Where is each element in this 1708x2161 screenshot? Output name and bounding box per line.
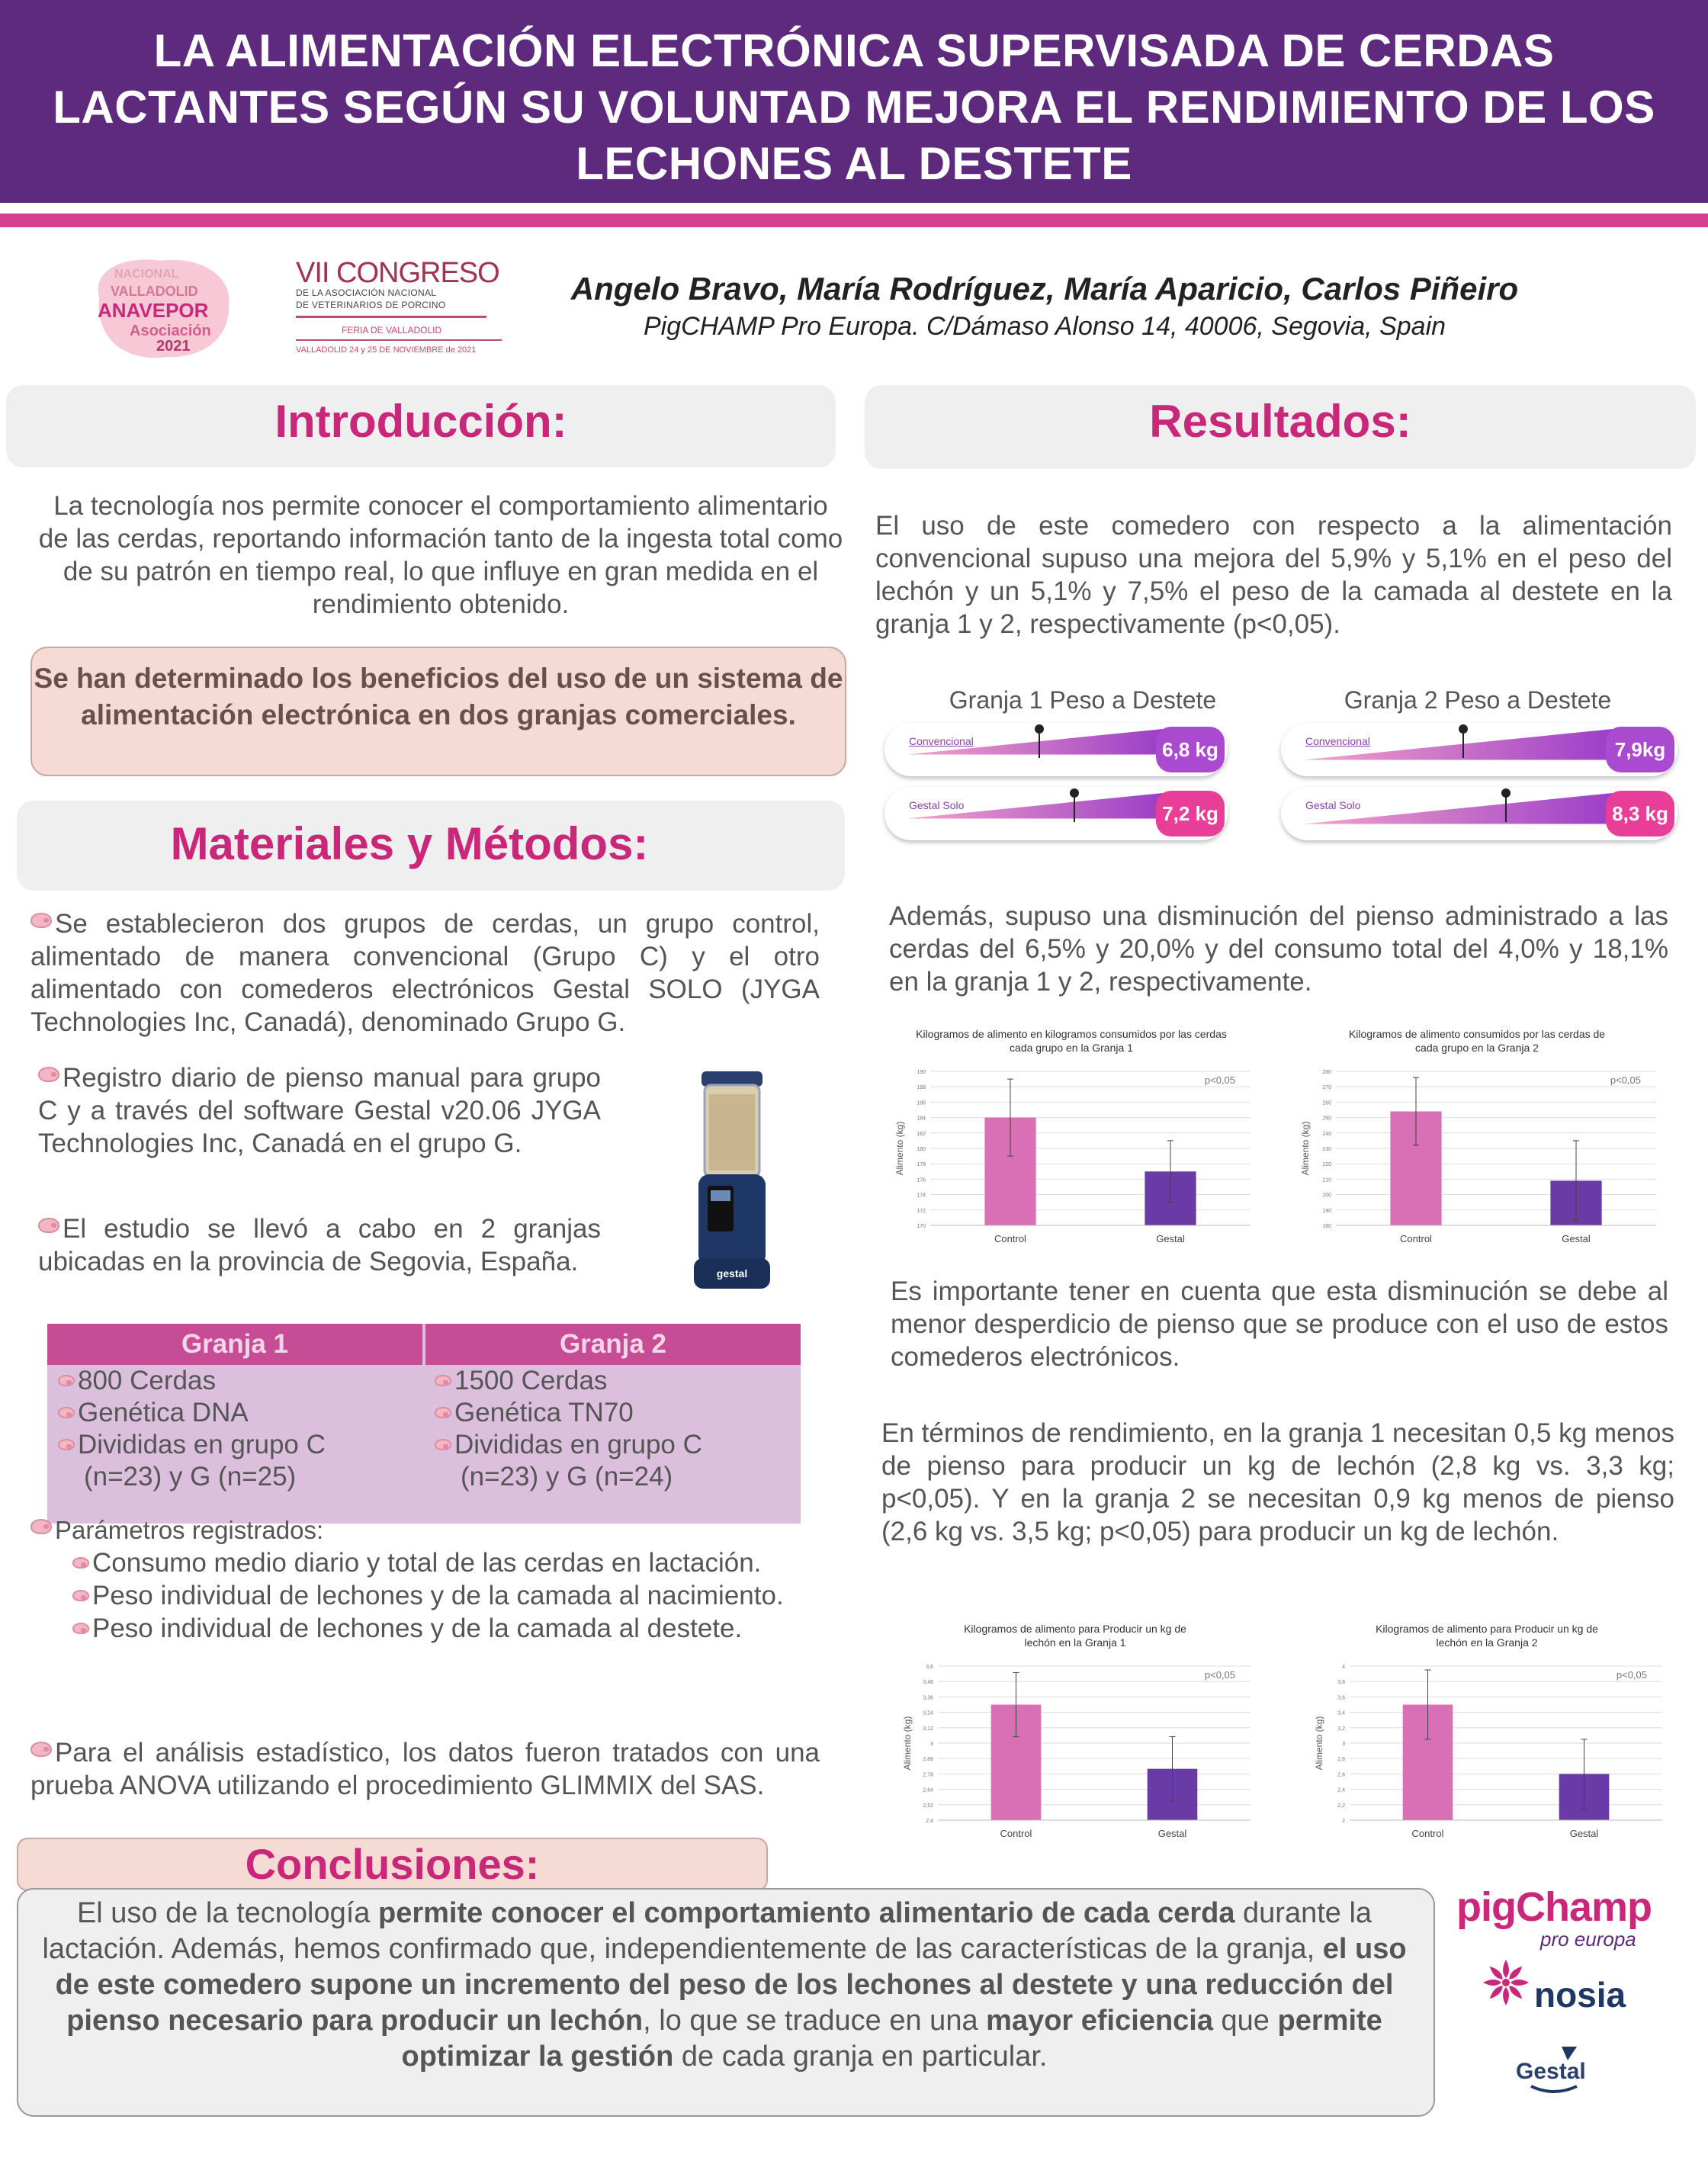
intro-text: La tecnología nos permite conocer el comportamiento alimentario de las cerdas, reportando información tanto de la ingesta total como de su patrón en tiempo real, lo que influye en gran medida en el rendimiento obtenido. <box>38 491 843 619</box>
gestal-wordmark: Gestal <box>1516 2059 1586 2084</box>
tick-label: 200 <box>1322 1193 1331 1199</box>
tick-label: 2,6 <box>1337 1772 1345 1778</box>
params-title-text: Parámetros registrados: <box>55 1516 324 1544</box>
category-label: Control <box>994 1233 1026 1244</box>
farm2-column <box>429 1365 799 1493</box>
gauge-title: Granja 2 Peso a Destete <box>1344 686 1612 714</box>
tick-label: 176 <box>917 1177 926 1183</box>
conclusions-bold: permite optimizar la gestión <box>401 2005 1382 2073</box>
gauge-label: Convencional <box>1305 735 1370 747</box>
congress-rule <box>296 316 486 318</box>
gestal-feeder-image <box>679 1064 785 1300</box>
category-label: Control <box>1400 1233 1432 1244</box>
tick-label: 230 <box>1322 1147 1331 1152</box>
table-cell: 1500 Cerdas <box>454 1366 608 1395</box>
tick-label: 260 <box>1322 1100 1331 1106</box>
category-label: Gestal <box>1157 1828 1187 1839</box>
results-p1: El uso de este comedero con respecto a la alimentación convencional supuso una mejora del 5,9% y 5,1% en el peso del lechón y un 5,1% y 7,5% el peso de la camada al destete en la granja 1 y 2, respectivamente (p<0,05). <box>875 511 1672 639</box>
chart-title: Kilogramos de alimento consumidos por las cerdas de <box>1348 1028 1606 1040</box>
category-label: Gestal <box>1156 1233 1185 1244</box>
farm-table <box>47 1324 801 1524</box>
gauge-label: Gestal Solo <box>909 799 965 811</box>
tick-label: 188 <box>917 1085 926 1091</box>
gauge-label: Gestal Solo <box>1305 799 1361 811</box>
intro-highlight: Se han determinado los beneficios del uso de un sistema de alimentación electrónica en dos granjas comerciales. <box>30 647 846 776</box>
conclusions-bold: permite conocer el comportamiento alimentario de cada cerda <box>378 1897 1235 1929</box>
congress-badge <box>296 259 525 356</box>
header-divider <box>0 214 1708 227</box>
tick-label: 3,6 <box>926 1665 933 1670</box>
gauge-label: Convencional <box>909 735 974 747</box>
pig-bullet-icon <box>435 1375 451 1386</box>
tick-label: 186 <box>917 1100 926 1106</box>
chart-svg <box>884 1620 1266 1849</box>
author-names: Angelo Bravo, María Rodríguez, María Aparicio, Carlos Piñeiro <box>570 271 1519 307</box>
tick-label: 182 <box>917 1131 926 1137</box>
gauge-value: 7,9kg <box>1606 727 1674 772</box>
chart-title: Kilogramos de alimento para Producir un kg de <box>1376 1623 1598 1635</box>
congress-title: VII CONGRESO <box>296 257 499 289</box>
tick-label: 280 <box>1322 1070 1331 1075</box>
table-row <box>58 1397 422 1429</box>
logo-word: Asociación <box>130 323 211 339</box>
category-label: Gestal <box>1569 1828 1599 1839</box>
methods-p2-text: Registro diario de pienso manual para grupo C y a través del software Gestal v20.06 JYGA Technologies Inc, Canadá en el grupo G. <box>38 1063 601 1158</box>
gauge-title: Granja 1 Peso a Destete <box>949 686 1217 714</box>
congress-venue: FERIA DE VALLADOLID <box>342 325 442 336</box>
tick-label: 270 <box>1322 1085 1331 1091</box>
conclusions-title: Conclusiones: <box>245 1840 540 1888</box>
tick-label: 3,4 <box>1337 1710 1345 1716</box>
tick-label: 2,52 <box>923 1803 933 1809</box>
conclusions-span: El uso de la tecnología <box>76 1897 378 1929</box>
feeder-brand: gestal <box>716 1267 748 1280</box>
title-banner <box>0 0 1708 203</box>
methods-p4-text: Para el análisis estadístico, los datos fueron tratados con una prueba ANOVA utilizando el procedimiento GLIMMIX del SAS. <box>30 1738 820 1800</box>
bar-chart-feed-per-kg-farm1 <box>884 1620 1266 1849</box>
y-axis-label: Alimento (kg) <box>1300 1121 1311 1176</box>
intro-title: Introducción: <box>274 396 567 447</box>
pig-bullet-icon <box>30 913 52 928</box>
pig-bullet-icon <box>38 1067 59 1082</box>
table-row <box>435 1461 799 1493</box>
pig-bullet-icon <box>72 1590 89 1601</box>
table-cell: Genética TN70 <box>454 1398 634 1427</box>
table-cell: (n=23) y G (n=24) <box>461 1462 673 1492</box>
gauge-value: 8,3 kg <box>1606 791 1674 836</box>
bar-chart-feed-farm1 <box>877 1026 1266 1254</box>
tick-label: 3 <box>930 1742 933 1747</box>
tick-label: 3,2 <box>1337 1726 1345 1732</box>
table-row <box>435 1429 799 1461</box>
pig-bullet-icon <box>72 1557 89 1569</box>
tick-label: 210 <box>1322 1177 1331 1183</box>
tick-label: 2,4 <box>1337 1787 1345 1793</box>
farm1-header: Granja 1 <box>47 1324 422 1365</box>
results-p3: Es importante tener en cuenta que esta disminución se debe al menor desperdicio de pienso que se produce con el uso de estos comederos electrónicos. <box>891 1276 1668 1372</box>
methods-p3-text: El estudio se llevó a cabo en 2 granjas ubicadas en la provincia de Segovia, España. <box>38 1214 601 1276</box>
tick-label: 3,8 <box>1337 1680 1345 1686</box>
table-row <box>58 1429 422 1461</box>
tick-label: 2,2 <box>1337 1803 1345 1809</box>
conclusions-span: , lo que se traduce en una <box>643 2005 987 2037</box>
conclusions-bold: el uso de este comedero supone un incremento del peso de los lechones al destete y una reducción del pienso necesario para producir un lechón <box>55 1933 1407 2037</box>
tick-label: 240 <box>1322 1131 1331 1137</box>
tick-label: 2,88 <box>923 1757 933 1763</box>
methods-p1-text: Se establecieron dos grupos de cerdas, un grupo control, alimentado de manera convencional (Grupo C) y el otro alimentado con comederos electrónicos Gestal SOLO (JYGA Technologies Inc, Canadá), denominado Grupo G. <box>30 909 820 1037</box>
conclusions-text <box>23 1896 1426 2075</box>
tick-label: 3,6 <box>1337 1695 1345 1701</box>
tick-label: 180 <box>1322 1224 1331 1229</box>
results-p2: Además, supuso una disminución del pienso administrado a las cerdas del 6,5% y 20,0% y del consumo total del 4,0% y 18,1% en la granja 1 y 2, respectivamente. <box>889 901 1668 997</box>
gestal-logo <box>1516 2044 1592 2097</box>
conclusions-span: de cada granja en particular. <box>673 2041 1048 2073</box>
table-row <box>58 1461 422 1493</box>
pigchamp-sub: pro europa <box>1540 1928 1636 1951</box>
chart-title: Kilogramos de alimento en kilogramos consumidos por las cerdas <box>916 1028 1227 1040</box>
chart-title: lechón en la Granja 1 <box>1024 1636 1126 1649</box>
tick-label: 190 <box>1322 1208 1331 1214</box>
gauge-value: 7,2 kg <box>1156 791 1225 836</box>
congress-line: DE VETERINARIOS DE PORCINO <box>296 300 446 310</box>
tick-label: 3,36 <box>923 1695 933 1701</box>
congress-rule <box>296 339 502 341</box>
tick-label: 220 <box>1322 1162 1331 1168</box>
list-item <box>72 1546 820 1579</box>
chart-annotation: p<0,05 <box>1204 1669 1235 1681</box>
chart-title: Kilogramos de alimento para Producir un kg de <box>964 1623 1186 1635</box>
methods-p4 <box>30 1736 820 1802</box>
list-item-text: Peso individual de lechones y de la camada al destete. <box>92 1614 743 1643</box>
gauge-needle-icon <box>1458 723 1469 759</box>
table-row <box>435 1365 799 1397</box>
methods-title: Materiales y Métodos: <box>170 818 649 869</box>
table-row <box>58 1365 422 1397</box>
table-cell: 800 Cerdas <box>78 1366 216 1395</box>
results-title: Resultados: <box>1149 396 1411 447</box>
gauge-needle-icon <box>1034 723 1045 759</box>
tick-label: 2,64 <box>923 1787 933 1793</box>
logo-word: VALLADOLID <box>111 284 198 299</box>
tick-label: 3,24 <box>923 1710 933 1716</box>
conclusions-bold: mayor eficiencia <box>986 2005 1213 2037</box>
pig-bullet-icon <box>58 1375 75 1386</box>
pig-bullet-icon <box>435 1407 451 1418</box>
pig-bullet-icon <box>38 1218 59 1233</box>
chart-annotation: p<0,05 <box>1610 1074 1641 1086</box>
chart-title: lechón en la Granja 2 <box>1436 1636 1538 1649</box>
y-axis-label: Alimento (kg) <box>894 1121 905 1176</box>
tick-label: 250 <box>1322 1116 1331 1122</box>
bar-chart-feed-per-kg-farm2 <box>1296 1620 1678 1849</box>
tick-label: 3,48 <box>923 1680 933 1686</box>
nosia-wordmark: nosia <box>1534 1975 1626 2015</box>
tick-label: 2 <box>1342 1819 1345 1824</box>
tick-label: 190 <box>917 1070 926 1075</box>
tick-label: 178 <box>917 1162 926 1168</box>
tick-label: 2,76 <box>923 1772 933 1778</box>
results-p4: En términos de rendimiento, en la granja 1 necesitan 0,5 kg menos de pienso para producir un kg de lechón (2,8 kg vs. 3,3 kg; p<0,05). Y en la granja 2 se necesitan 0,9 kg menos de pienso (2,6 kg vs. 3,5 kg; p<0,05) para producir un kg de lechón. <box>881 1418 1674 1546</box>
gauge-farm2-conventional <box>1281 723 1678 776</box>
conclusions-span: durante la lactación. Además, hemos confirmado que, independientemente de las características de la granja, <box>42 1897 1372 1965</box>
tick-label: 180 <box>917 1147 926 1152</box>
pig-bullet-icon <box>58 1407 75 1418</box>
anavepor-logo <box>84 252 236 364</box>
table-cell: (n=23) y G (n=25) <box>84 1462 297 1492</box>
chart-annotation: p<0,05 <box>1204 1074 1235 1086</box>
pig-bullet-icon <box>58 1439 75 1450</box>
tick-label: 3,12 <box>923 1726 933 1732</box>
tick-label: 2,8 <box>1337 1757 1345 1763</box>
tick-label: 170 <box>917 1224 926 1229</box>
chart-svg <box>877 1026 1266 1254</box>
params-title <box>30 1514 824 1546</box>
table-cell: Divididas en grupo C <box>78 1430 326 1459</box>
tick-label: 174 <box>917 1193 926 1199</box>
gauge-farm1-gestal <box>884 787 1228 840</box>
list-item-text: Peso individual de lechones y de la camada al nacimiento. <box>92 1581 784 1610</box>
tick-label: 3 <box>1342 1742 1345 1747</box>
gauge-value: 6,8 kg <box>1156 727 1225 772</box>
logo-word: 2021 <box>156 338 191 355</box>
pig-bullet-icon <box>30 1742 52 1757</box>
gauge-needle-icon <box>1069 787 1080 824</box>
pigchamp-wordmark: pigChamp <box>1456 1884 1652 1930</box>
tick-label: 4 <box>1342 1665 1345 1670</box>
chart-title: cada grupo en la Granja 2 <box>1415 1042 1539 1054</box>
nosia-logo <box>1479 1958 1655 2015</box>
table-row <box>435 1397 799 1429</box>
gauge-farm1-conventional <box>884 723 1228 776</box>
author-affiliation: PigCHAMP Pro Europa. C/Dámaso Alonso 14, 40006, Segovia, Spain <box>643 312 1446 341</box>
farm1-column <box>52 1365 422 1493</box>
methods-p2 <box>38 1061 601 1160</box>
tick-label: 184 <box>917 1116 926 1122</box>
methods-p3 <box>38 1212 601 1278</box>
chart-annotation: p<0,05 <box>1616 1669 1647 1681</box>
gauge-farm2-gestal <box>1281 787 1678 840</box>
list-item-text: Consumo medio diario y total de las cerdas en lactación. <box>92 1548 762 1578</box>
category-label: Gestal <box>1562 1233 1591 1244</box>
y-axis-label: Alimento (kg) <box>902 1716 913 1771</box>
y-axis-label: Alimento (kg) <box>1314 1716 1324 1771</box>
bar-chart-feed-farm2 <box>1283 1026 1671 1254</box>
table-cell: Divididas en grupo C <box>454 1430 702 1459</box>
methods-p1 <box>30 907 820 1039</box>
authors-block <box>534 271 1556 342</box>
congress-dates: VALLADOLID 24 y 25 DE NOVIEMBRE de 2021 <box>296 345 477 355</box>
chart-title: cada grupo en la Granja 1 <box>1010 1042 1133 1054</box>
pig-bullet-icon <box>435 1439 451 1450</box>
list-item <box>72 1612 820 1645</box>
pig-bullet-icon <box>30 1519 52 1534</box>
congress-line: DE LA ASOCIACIÓN NACIONAL <box>296 287 437 298</box>
gauge-needle-icon <box>1501 787 1511 824</box>
pig-bullet-icon <box>72 1623 89 1634</box>
tick-label: 172 <box>917 1208 926 1214</box>
tick-label: 2,4 <box>926 1819 933 1824</box>
chart-svg <box>1283 1026 1671 1254</box>
farm2-header: Granja 2 <box>425 1324 801 1365</box>
table-cell: Genética DNA <box>78 1398 249 1427</box>
category-label: Control <box>1411 1828 1444 1839</box>
logo-word: ANAVEPOR <box>98 299 209 322</box>
list-item <box>72 1579 820 1612</box>
logo-word: NACIONAL <box>114 268 179 281</box>
chart-svg <box>1296 1620 1678 1849</box>
params-list <box>72 1546 820 1645</box>
poster-title: LA ALIMENTACIÓN ELECTRÓNICA SUPERVISADA DE CERDAS LACTANTES SEGÚN SU VOLUNTAD MEJORA EL RENDIMIENTO DE LOS LECHONES AL DESTETE <box>53 25 1655 189</box>
conclusions-span: que <box>1212 2005 1278 2037</box>
pigchamp-logo <box>1456 1883 1655 1951</box>
category-label: Control <box>1000 1828 1032 1839</box>
